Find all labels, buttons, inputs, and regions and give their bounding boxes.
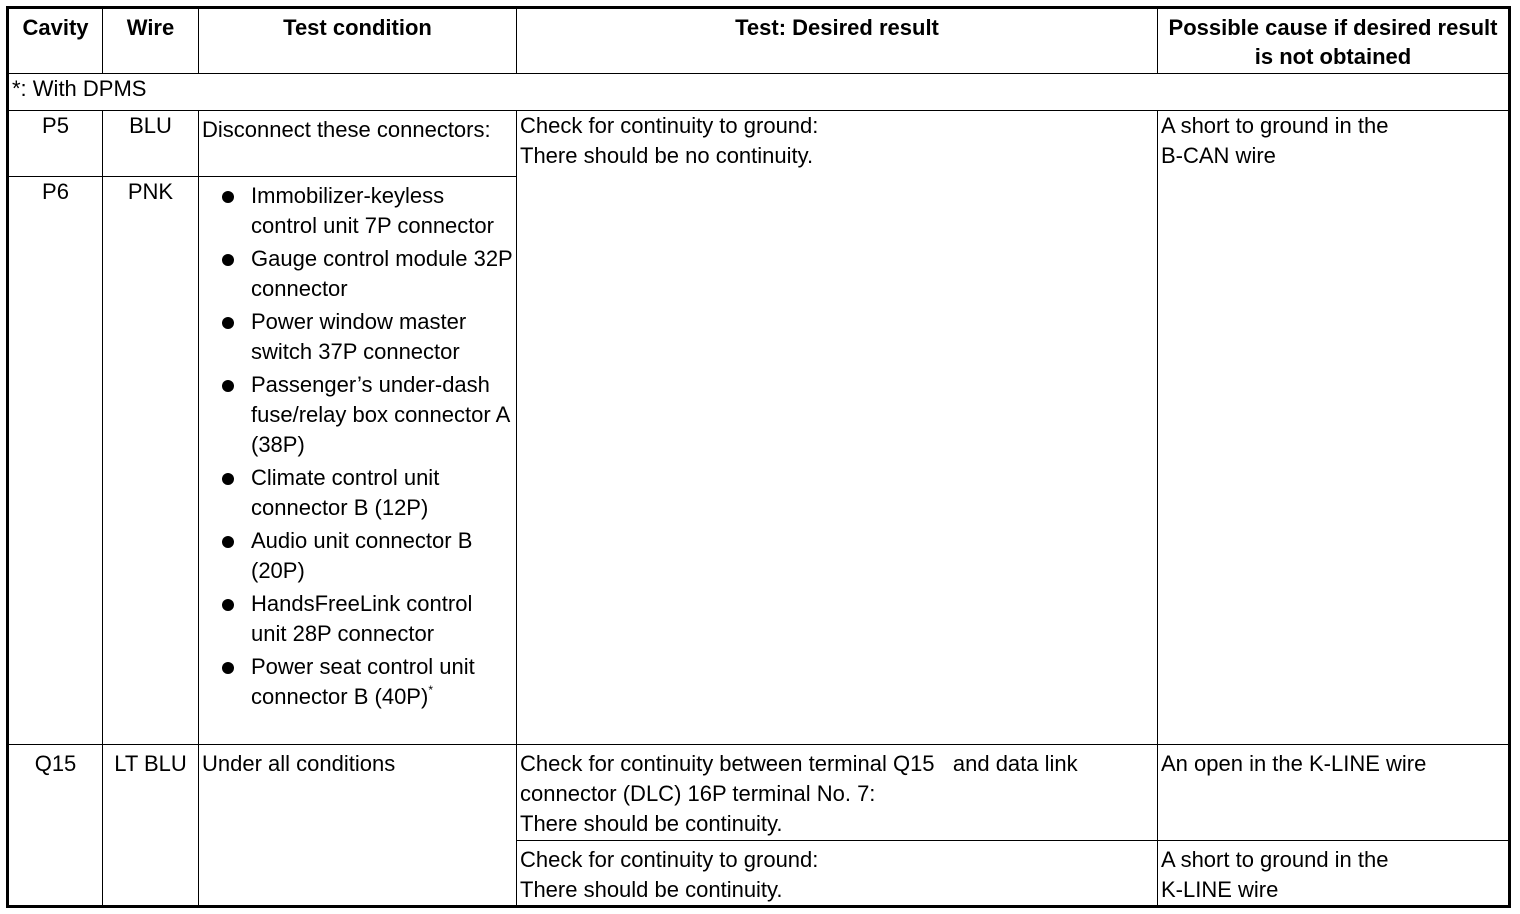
table-row-q15 — [8, 744, 1510, 840]
list-item: Power seat control unit connector B (40P)* — [202, 652, 513, 712]
list-item: HandsFreeLink control unit 28P connector — [202, 589, 513, 649]
cause-line: B-CAN wire — [1161, 143, 1276, 169]
cause-line: A short to ground in the — [1161, 113, 1389, 139]
header-possible-cause: Possible cause if desired result is not obtained — [1158, 8, 1510, 74]
cause-q15-1: An open in the K-LINE wire — [1158, 744, 1510, 840]
condition-q15: Under all conditions — [199, 744, 517, 906]
list-item: Passenger’s under-dash fuse/relay box connector A (38P) — [202, 370, 513, 460]
list-item: Gauge control module 32P connector — [202, 244, 513, 304]
bullet-icon — [222, 191, 234, 203]
dpms-footnote-marker: * — [428, 683, 433, 698]
connector-list — [202, 181, 513, 712]
header-test-condition: Test condition — [199, 8, 517, 74]
header-row — [8, 8, 1510, 74]
bullet-icon — [222, 536, 234, 548]
result-line: Check for continuity to ground: — [520, 113, 819, 139]
bullet-icon — [222, 662, 234, 674]
condition-p5: Disconnect these connectors: — [199, 111, 517, 177]
cause-line: K-LINE wire — [1161, 876, 1279, 902]
result-line: There should be continuity. — [520, 810, 783, 836]
result-line: There should be continuity. — [520, 876, 783, 902]
result-shared-p — [517, 111, 1158, 744]
result-q15-1 — [517, 744, 1158, 840]
wire-q15: LT BLU — [103, 744, 199, 906]
bullet-icon — [222, 317, 234, 329]
connector-list-cell — [199, 177, 517, 744]
list-item: Audio unit connector B (20P) — [202, 526, 513, 586]
result-line: Check for continuity between terminal Q15 and data link — [520, 750, 1078, 776]
troubleshooting-table — [6, 6, 1511, 908]
cavity-p6: P6 — [8, 177, 103, 744]
result-line: Check for continuity to ground: — [520, 846, 819, 872]
result-q15-2 — [517, 840, 1158, 906]
result-line: There should be no continuity. — [520, 143, 814, 169]
bullet-icon — [222, 254, 234, 266]
bullet-icon — [222, 473, 234, 485]
cavity-p5: P5 — [8, 111, 103, 177]
dpms-note: *: With DPMS — [8, 74, 1510, 111]
list-item: Power window master switch 37P connector — [202, 307, 513, 367]
result-line: connector (DLC) 16P terminal No. 7: — [520, 780, 876, 806]
cause-shared-p — [1158, 111, 1510, 744]
cavity-q15: Q15 — [8, 744, 103, 906]
list-item: Climate control unit connector B (12P) — [202, 463, 513, 523]
note-row — [8, 74, 1510, 111]
table-row-p5 — [8, 111, 1510, 177]
bullet-icon — [222, 599, 234, 611]
wire-p6: PNK — [103, 177, 199, 744]
list-item: Immobilizer-keyless control unit 7P connector — [202, 181, 513, 241]
bullet-icon — [222, 380, 234, 392]
wire-p5: BLU — [103, 111, 199, 177]
header-wire: Wire — [103, 8, 199, 74]
header-cavity: Cavity — [8, 8, 103, 74]
cause-line: A short to ground in the — [1161, 846, 1389, 872]
header-desired-result: Test: Desired result — [517, 8, 1158, 74]
cause-q15-2 — [1158, 840, 1510, 906]
